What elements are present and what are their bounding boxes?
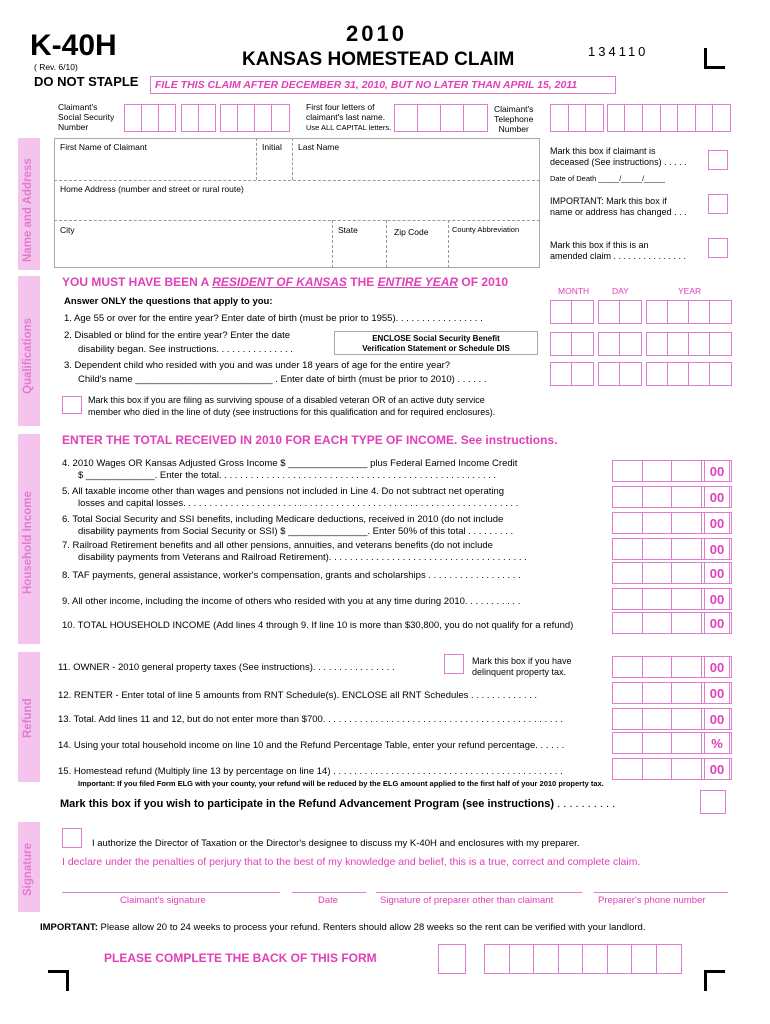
footer-code-cells[interactable]: [484, 944, 680, 974]
complete-back-note: PLEASE COMPLETE THE BACK OF THIS FORM: [104, 951, 377, 965]
income-line-6-text-cont: disability payments from Social Security or SSI) $ _______________. Enter 50% of this total . . . . . . . . .: [78, 526, 514, 537]
signature-section-label: Signature: [22, 842, 34, 896]
advancement-checkbox[interactable]: [700, 790, 726, 814]
income-section-label: Household Income: [22, 491, 34, 594]
date-line[interactable]: [292, 892, 366, 893]
q1-date-input[interactable]: [550, 300, 730, 324]
preparer-phone-label: Preparer's phone number: [598, 895, 706, 906]
ssn-input[interactable]: [124, 104, 288, 132]
address-changed-checkbox[interactable]: [708, 194, 728, 214]
ssn-label: Claimant's Social Security Number: [58, 102, 115, 132]
income-line-8-cents: 00: [704, 562, 730, 584]
authorize-text: I authorize the Director of Taxation or the Director's designee to discuss my K-40H and enclosures with my preparer.: [92, 838, 580, 849]
q3-text-b: Child's name __________________________ . Enter date of birth (must be prior to 2010) . . . . . .: [78, 374, 487, 385]
year-label: YEAR: [678, 286, 702, 296]
line-12-text: 12. RENTER - Enter total of line 5 amounts from RNT Schedule(s). ENCLOSE all RNT Schedules . . . . . . . . . . . . .: [58, 690, 538, 701]
line-15-note: Important: If you filed Form ELG with your county, your refund will be reduced by the ELG amount applied to the first half of your 2010 property tax.: [78, 779, 604, 788]
residency-heading: YOU MUST HAVE BEEN A RESIDENT OF KANSAS THE ENTIRE YEAR OF 2010: [62, 275, 509, 289]
address-changed-label: IMPORTANT: Mark this box if name or address has changed . . .: [550, 196, 687, 217]
preparer-signature-line[interactable]: [376, 892, 582, 893]
income-line-6-cents: 00: [704, 512, 730, 534]
percent-sign: %: [704, 732, 730, 754]
deceased-checkbox[interactable]: [708, 150, 728, 170]
phone-label: Claimant's Telephone Number: [494, 104, 534, 134]
zip-field[interactable]: Zip Code: [394, 227, 429, 237]
form-revision: ( Rev. 6/10): [34, 62, 78, 72]
income-line-4-text: 4. 2010 Wages OR Kansas Adjusted Gross Income $ _______________ plus Federal Earned Income Credit: [62, 458, 518, 469]
claimant-signature-label: Claimant's signature: [120, 895, 206, 906]
income-line-7-text: 7. Railroad Retirement benefits and all other pensions, annuities, and veterans benefits (do not include: [62, 540, 493, 551]
line-15-text: 15. Homestead refund (Multiply line 13 by percentage on line 14) . . . . . . . . . . . . . . . . . . . . . . . . . . . . . . . . . . . . . . . . . . . .: [58, 766, 563, 777]
veteran-text-b: member who died in the line of duty (see instructions for this qualification and for required enclosures).: [88, 407, 496, 417]
q2-date-input[interactable]: [550, 332, 730, 356]
processing-note: IMPORTANT: Please allow 20 to 24 weeks to process your refund. Renters should allow 28 weeks so the rent can be verified with your landlord.: [40, 922, 646, 933]
name-address-box: [54, 138, 540, 268]
refund-section-label: Refund: [22, 698, 34, 738]
form-title: KANSAS HOMESTEAD CLAIM: [242, 49, 515, 70]
form-number: 134110: [588, 44, 649, 59]
income-heading: ENTER THE TOTAL RECEIVED IN 2010 FOR EACH TYPE OF INCOME. See instructions.: [62, 433, 558, 447]
delinquent-checkbox[interactable]: [444, 654, 464, 674]
form-id: K-40H: [30, 29, 117, 62]
date-of-death[interactable]: Date of Death _____/_____/_____: [550, 174, 666, 183]
form-year: 2010: [346, 21, 407, 46]
deceased-label: Mark this box if claimant is deceased (See instructions) . . . . .: [550, 146, 687, 167]
line-13-cents: 00: [704, 708, 730, 730]
income-line-4-text-cont: $ _____________. Enter the total. . . . . . . . . . . . . . . . . . . . . . . . . . . . . . . . . . . . . . . . . . . . . . . . . . . . .: [78, 470, 497, 481]
income-line-5-cents: 00: [704, 486, 730, 508]
crop-mark-bottom-right: [704, 970, 725, 991]
name-address-section-label: Name and Address: [22, 158, 34, 262]
date-label: Date: [318, 895, 339, 906]
veteran-checkbox[interactable]: [62, 396, 82, 414]
preparer-phone-line[interactable]: [594, 892, 728, 893]
line-11-cents: 00: [704, 656, 730, 678]
last-name-letters-hint: Use ALL CAPITAL letters.: [306, 123, 392, 132]
qualifications-section-label: Qualifications: [22, 317, 34, 394]
line-14-text: 14. Using your total household income on line 10 and the Refund Percentage Table, enter your refund percentage. . . . . .: [58, 740, 565, 751]
phone-input[interactable]: [550, 104, 730, 132]
preparer-signature-label: Signature of preparer other than claimant: [380, 895, 554, 906]
advancement-text: Mark this box if you wish to participate in the Refund Advancement Program (see instructions) . . . . . . . . . .: [60, 798, 616, 810]
crop-mark-bottom-left: [48, 970, 69, 991]
city-field[interactable]: City: [60, 225, 75, 235]
home-address-field[interactable]: Home Address (number and street or rural route): [60, 184, 244, 194]
amended-label: Mark this box if this is an amended claim . . . . . . . . . . . . . . .: [550, 240, 687, 261]
month-label: MONTH: [558, 286, 590, 296]
authorize-checkbox[interactable]: [62, 828, 82, 848]
income-line-6-text: 6. Total Social Security and SSI benefits, including Medicare deductions, received in 2010 (do not include: [62, 514, 504, 525]
day-label: DAY: [612, 286, 629, 296]
footer-code-box[interactable]: [438, 944, 466, 974]
claimant-signature-line[interactable]: [62, 892, 280, 893]
veteran-text-a: Mark this box if you are filing as surviving spouse of a disabled veteran OR of an active duty service: [88, 395, 485, 405]
line-13-text: 13. Total. Add lines 11 and 12, but do not enter more than $700. . . . . . . . . . . . . . . . . . . . . . . . . . . . . . . . . . . . . . . . . . . . . .: [58, 714, 563, 725]
q2-text-a: 2. Disabled or blind for the entire year? Enter the date: [64, 330, 291, 341]
income-line-10-cents: 00: [704, 612, 730, 634]
q1-text: 1. Age 55 or over for the entire year? Enter date of birth (must be prior to 1955). . . . . . . . . . . . . . . . .: [64, 313, 483, 324]
last-name-letters-input[interactable]: [394, 104, 486, 132]
line-11-text: 11. OWNER - 2010 general property taxes (See instructions). . . . . . . . . . . . . . . .: [58, 662, 395, 673]
do-not-staple: DO NOT STAPLE: [34, 74, 139, 89]
line-12-cents: 00: [704, 682, 730, 704]
crop-mark-top-right: [704, 48, 725, 69]
q2-text-b: disability began. See instructions. . . . . . . . . . . . . . .: [78, 344, 293, 355]
income-line-10-text: 10. TOTAL HOUSEHOLD INCOME (Add lines 4 through 9. If line 10 is more than $30,800, you do not qualify for a refund): [62, 620, 574, 631]
declaration-text: I declare under the penalties of perjury that to the best of my knowledge and belief, this is a true, correct and complete claim.: [62, 856, 641, 868]
first-name-field[interactable]: First Name of Claimant: [60, 142, 147, 152]
line-15-cents: 00: [704, 758, 730, 780]
income-line-9-cents: 00: [704, 588, 730, 610]
amended-checkbox[interactable]: [708, 238, 728, 258]
income-line-7-cents: 00: [704, 538, 730, 560]
income-line-7-text-cont: disability payments from Veterans and Railroad Retirement). . . . . . . . . . . . . . . . . . . . . . . . . . . . . . . . . . . . . .: [78, 552, 527, 563]
income-line-4-cents: 00: [704, 460, 730, 482]
answer-only: Answer ONLY the questions that apply to you:: [64, 296, 273, 307]
q3-text-a: 3. Dependent child who resided with you and was under 18 years of age for the entire year?: [64, 360, 451, 371]
state-field[interactable]: State: [338, 225, 358, 235]
last-name-letters-label: First four letters of claimant's last name.: [306, 102, 386, 122]
last-name-field[interactable]: Last Name: [298, 142, 340, 152]
income-line-9-text: 9. All other income, including the income of others who resided with you at any time during 2010. . . . . . . . . . .: [62, 596, 521, 607]
income-line-5-text-cont: losses and capital losses. . . . . . . . . . . . . . . . . . . . . . . . . . . . . . . . . . . . . . . . . . . . . . . . . . . . . . . . . . . . . . . .: [78, 498, 519, 509]
initial-field[interactable]: Initial: [262, 142, 282, 152]
q3-date-input[interactable]: [550, 362, 730, 386]
enclose-ssa-note: ENCLOSE Social Security Benefit Verification Statement or Schedule DIS: [334, 331, 538, 355]
county-field[interactable]: County Abbreviation: [452, 225, 520, 234]
delinquent-label: Mark this box if you have delinquent property tax.: [472, 656, 572, 677]
file-banner: FILE THIS CLAIM AFTER DECEMBER 31, 2010, BUT NO LATER THAN APRIL 15, 2011: [150, 76, 616, 94]
income-line-5-text: 5. All taxable income other than wages and pensions not included in Line 4. Do not subtract net operating: [62, 486, 505, 497]
income-line-8-text: 8. TAF payments, general assistance, worker's compensation, grants and scholarships . . . . . . . . . . . . . . . . . .: [62, 570, 521, 581]
